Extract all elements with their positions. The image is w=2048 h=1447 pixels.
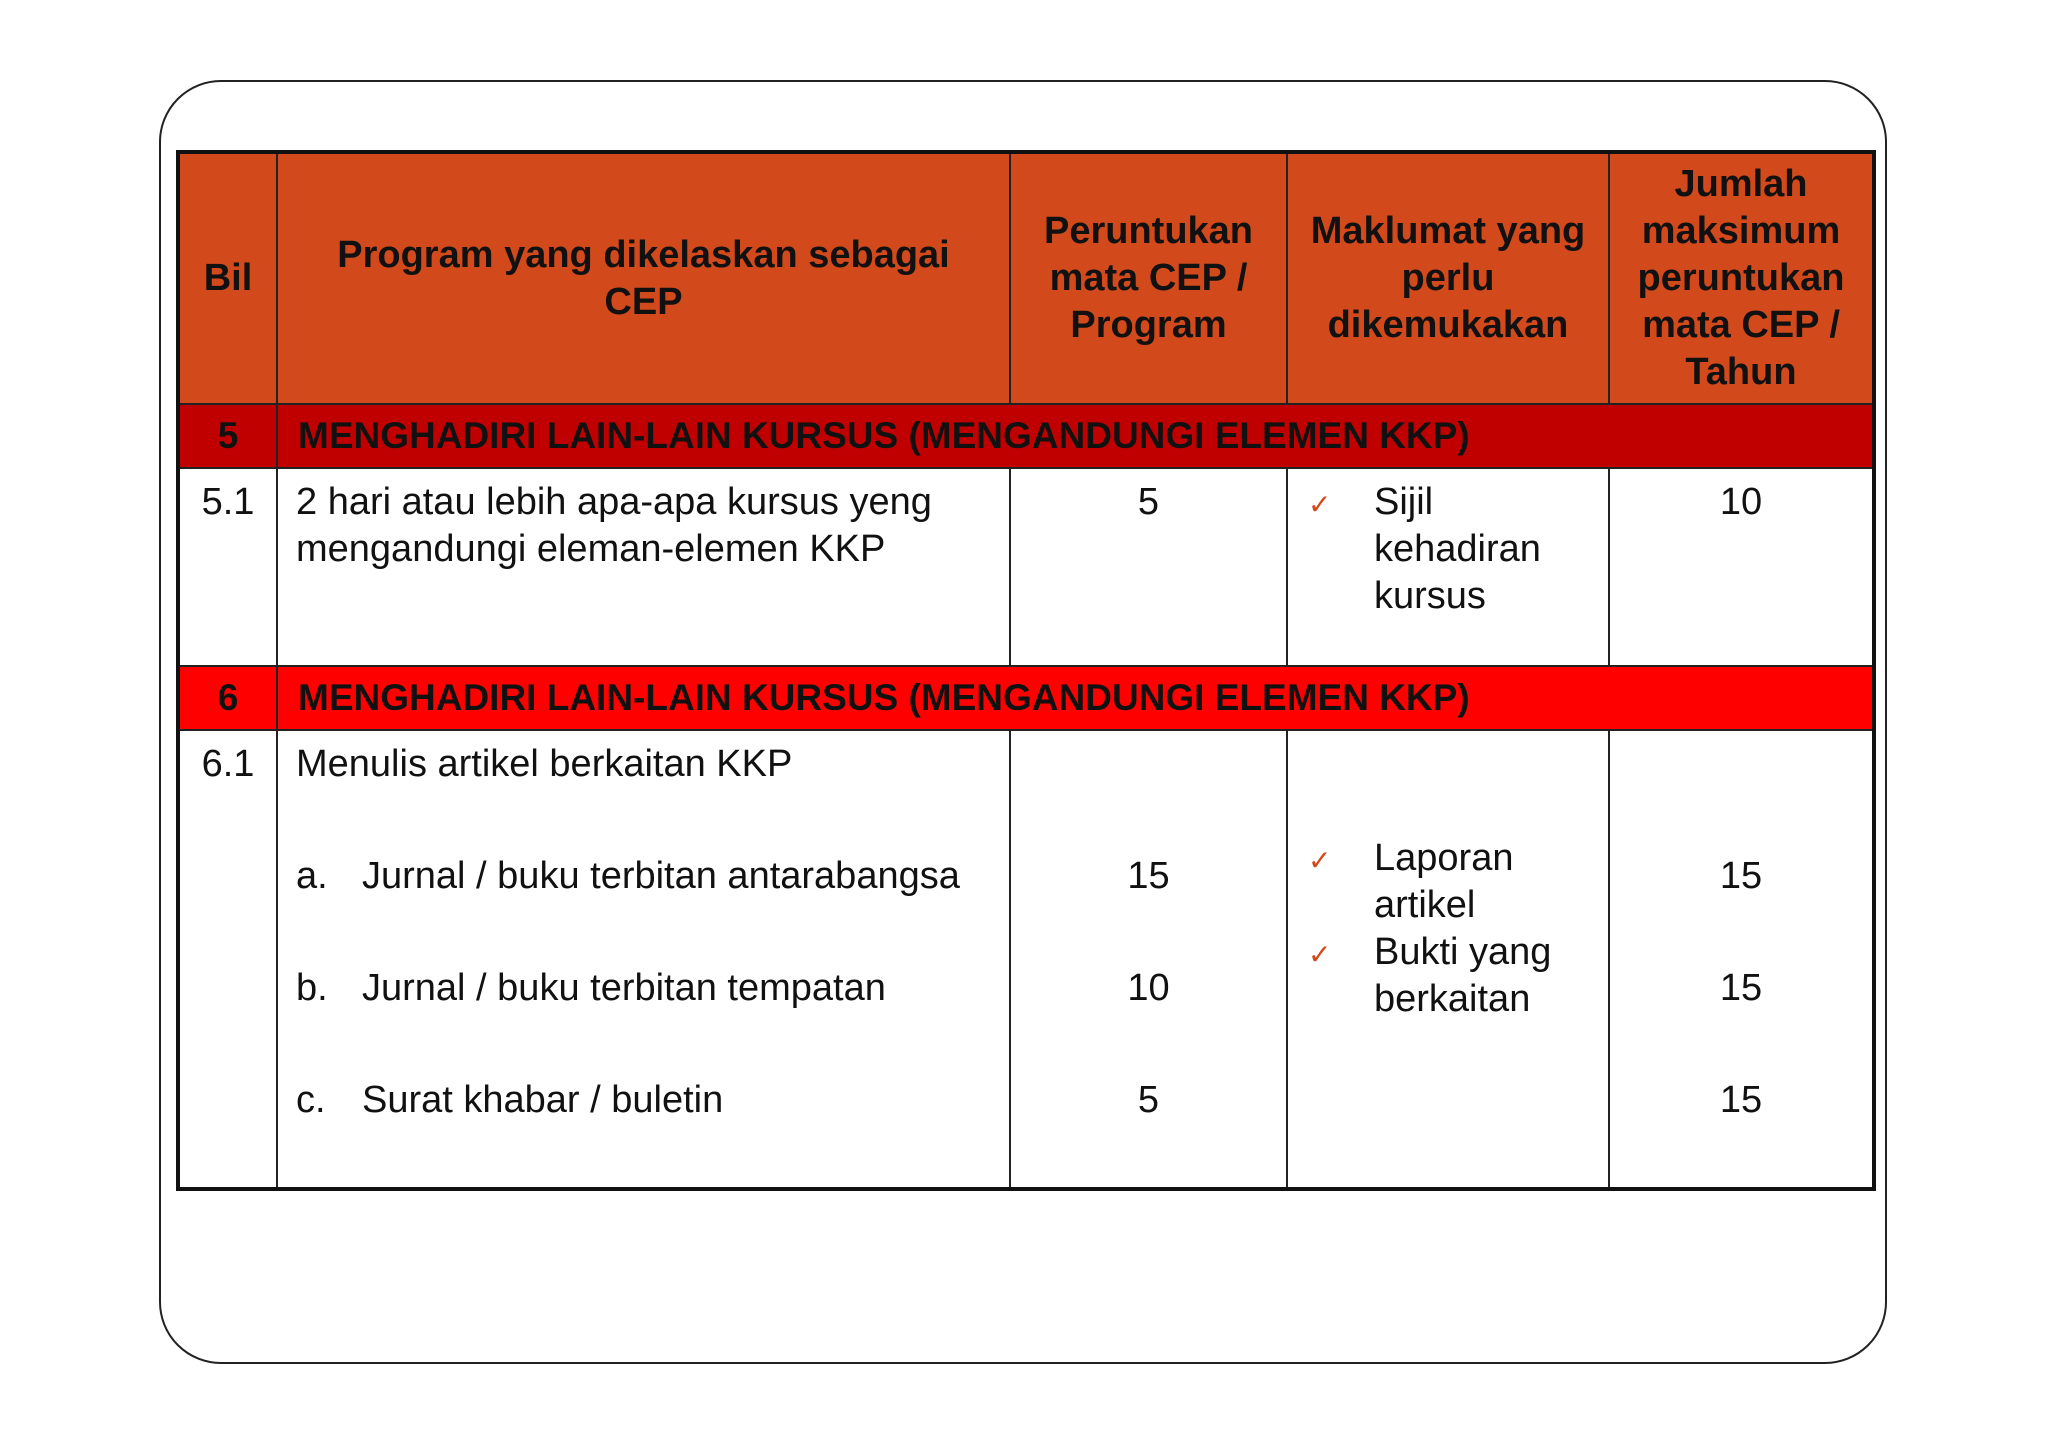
header-jumlah-label: Jumlah maksimum peruntukan mata CEP / Tahun — [1637, 163, 1845, 393]
header-peruntukan — [1010, 152, 1287, 404]
header-bil: Bil — [178, 152, 277, 404]
maklumat-text: Bukti yang berkaitan — [1374, 931, 1552, 1020]
section-5-row — [178, 404, 1874, 468]
check-icon: ✓ — [1308, 845, 1332, 876]
row-5-1-bil: 5.1 — [178, 468, 277, 666]
row-5-1-maklumat — [1287, 468, 1609, 666]
cep-table — [176, 150, 1876, 1191]
section-6-row — [178, 666, 1874, 730]
header-jumlah — [1609, 152, 1874, 404]
row-5-1-jumlah: 10 — [1609, 468, 1874, 666]
row-5-1-maklumat-list — [1288, 479, 1608, 620]
section-6-title: MENGHADIRI LAIN-LAIN KURSUS (MENGANDUNGI ELEMEN KKP) — [277, 666, 1874, 730]
item-c-peruntukan: 5 — [1137, 1079, 1160, 1121]
row-6-1-program-cell — [277, 730, 1010, 1189]
row-6-1-maklumat-list — [1288, 835, 1608, 1023]
row-6-1-bil: 6.1 — [201, 743, 255, 785]
row-6-1 — [178, 730, 1874, 1189]
list-item — [1288, 479, 1608, 620]
header-peruntukan-label: Peruntukan mata CEP / Program — [1043, 210, 1254, 346]
row-5-1-peruntukan: 5 — [1010, 468, 1287, 666]
row-6-1-maklumat-cell — [1287, 730, 1609, 1189]
item-b-letter: b. — [296, 967, 328, 1009]
item-c — [296, 1077, 1009, 1124]
row-5-1-program: 2 hari atau lebih apa-apa kursus yeng mengandungi eleman-elemen KKP — [277, 468, 1010, 666]
item-a-label: Jurnal / buku terbitan antarabangsa — [362, 855, 960, 897]
item-a — [296, 853, 1009, 900]
row-6-1-bil-cell — [178, 730, 277, 1189]
item-c-letter: c. — [296, 1079, 326, 1121]
header-maklumat — [1287, 152, 1609, 404]
table-header-row — [178, 152, 1874, 404]
maklumat-text: Laporan artikel — [1374, 837, 1514, 926]
header-program — [277, 152, 1010, 404]
item-b-jumlah: 15 — [1719, 967, 1763, 1009]
item-a-peruntukan: 15 — [1127, 855, 1170, 897]
item-b — [296, 965, 1009, 1012]
section-6-number: 6 — [178, 666, 277, 730]
header-maklumat-label: Maklumat yang perlu dikemukakan — [1310, 210, 1586, 346]
section-5-number: 5 — [178, 404, 277, 468]
item-a-letter: a. — [296, 855, 328, 897]
item-c-label: Surat khabar / buletin — [362, 1079, 724, 1121]
header-program-label: Program yang dikelaskan sebagai CEP — [337, 233, 950, 323]
item-b-label: Jurnal / buku terbitan tempatan — [362, 967, 886, 1009]
check-icon: ✓ — [1308, 939, 1332, 970]
section-5-title: MENGHADIRI LAIN-LAIN KURSUS (MENGANDUNGI ELEMEN KKP) — [277, 404, 1874, 468]
item-c-jumlah: 15 — [1719, 1079, 1763, 1121]
row-6-1-peruntukan-cell — [1010, 730, 1287, 1189]
check-icon: ✓ — [1308, 489, 1332, 520]
row-6-1-jumlah-cell — [1609, 730, 1874, 1189]
list-item — [1288, 835, 1608, 929]
maklumat-text: Sijil kehadiran kursus — [1374, 481, 1541, 617]
item-b-peruntukan: 10 — [1127, 967, 1170, 1009]
row-5-1 — [178, 468, 1874, 666]
row-6-1-program: Menulis artikel berkaitan KKP — [296, 743, 793, 785]
list-item — [1288, 929, 1608, 1023]
item-a-jumlah: 15 — [1719, 855, 1763, 897]
